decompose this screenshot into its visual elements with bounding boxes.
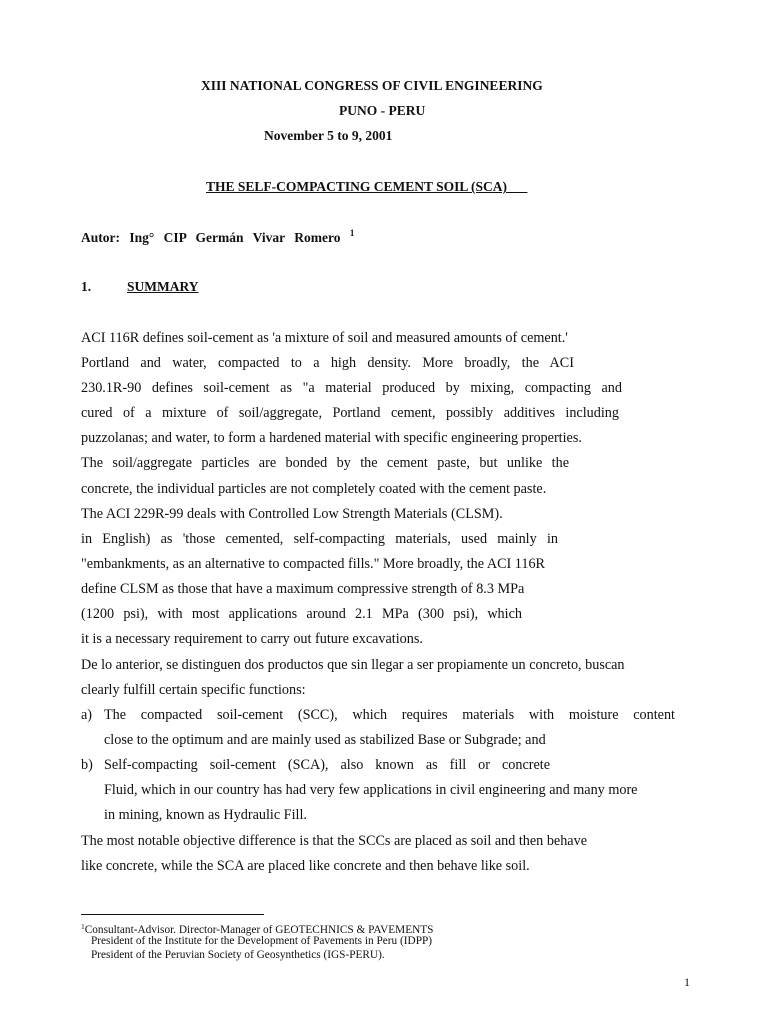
congress-dates: November 5 to 9, 2001	[264, 128, 393, 143]
body-line: ACI 116R defines soil-cement as 'a mixture of soil and measured amounts of cement.'	[81, 330, 568, 346]
section-number: 1.	[81, 279, 92, 294]
list-item-b: Self-compacting soil-cement (SCA), also known as fill or concrete	[104, 757, 550, 773]
footnote-line: President of the Peruvian Society of Geosynthetics (IGS-PERU).	[91, 949, 385, 961]
body-line: Portland and water, compacted to a high density. More broadly, the ACI	[81, 355, 574, 371]
list-item-a-cont: close to the optimum and are mainly used as stabilized Base or Subgrade; and	[104, 732, 546, 748]
body-line: cured of a mixture of soil/aggregate, Portland cement, possibly additives including	[81, 405, 619, 421]
body-line: The soil/aggregate particles are bonded by the cement paste, but unlike the	[81, 455, 569, 471]
paper-title	[206, 179, 527, 195]
list-label-b: b)	[81, 757, 93, 773]
body-line: in English) as 'those cemented, self-compacting materials, used mainly in	[81, 531, 558, 547]
body-line: like concrete, while the SCA are placed like concrete and then behave like soil.	[81, 858, 530, 874]
list-item-b-cont: Fluid, which in our country has had very few applications in civil engineering and many more	[104, 782, 638, 798]
congress-location: PUNO - PERU	[339, 103, 426, 118]
body-line: define CLSM as those that have a maximum compressive strength of 8.3 MPa	[81, 581, 525, 597]
paper-title-text: THE SELF-COMPACTING CEMENT SOIL (SCA)	[206, 179, 508, 194]
section-heading	[81, 279, 199, 295]
body-line: clearly fulfill certain specific functions:	[81, 682, 306, 698]
footnote-line: President of the Institute for the Development of Pavements in Peru (IDPP)	[91, 935, 433, 947]
author-label: Autor:	[81, 230, 120, 245]
list-item-a: The compacted soil-cement (SCC), which requires materials with moisture content	[104, 707, 675, 723]
footnote-mark: 1	[81, 922, 85, 931]
body-line: "embankments, as an alternative to compacted fills." More broadly, the ACI 116R	[81, 556, 546, 572]
body-line: concrete, the individual particles are not completely coated with the cement paste.	[81, 481, 547, 497]
body-line: it is a necessary requirement to carry out future excavations.	[81, 631, 423, 647]
congress-title: XIII NATIONAL CONGRESS OF CIVIL ENGINEERING	[201, 78, 543, 93]
body-line: De lo anterior, se distinguen dos productos que sin llegar a ser propiamente un concreto, buscan	[81, 657, 625, 673]
section-title: SUMMARY	[127, 279, 199, 294]
body-line: puzzolanas; and water, to form a hardened material with specific engineering properties.	[81, 430, 582, 446]
paper-title-trailing: ___	[507, 179, 528, 194]
author-line	[81, 228, 354, 246]
footnote-separator	[81, 914, 264, 915]
author-name: Ing° CIP Germán Vivar Romero	[129, 230, 341, 245]
body-line: The most notable objective difference is that the SCCs are placed as soil and then behave	[81, 833, 587, 849]
author-footnote-mark: 1	[349, 228, 355, 238]
list-item-b-cont: in mining, known as Hydraulic Fill.	[104, 807, 307, 823]
body-line: The ACI 229R-99 deals with Controlled Low Strength Materials (CLSM).	[81, 506, 503, 522]
list-label-a: a)	[81, 707, 93, 723]
footnote-text: Consultant-Advisor. Director-Manager of GEOTECHNICS & PAVEMENTS	[84, 924, 434, 936]
body-line: 230.1R-90 defines soil-cement as "a material produced by mixing, compacting and	[81, 380, 622, 396]
body-line: (1200 psi), with most applications around 2.1 MPa (300 psi), which	[81, 606, 522, 622]
page-number: 1	[684, 975, 690, 989]
